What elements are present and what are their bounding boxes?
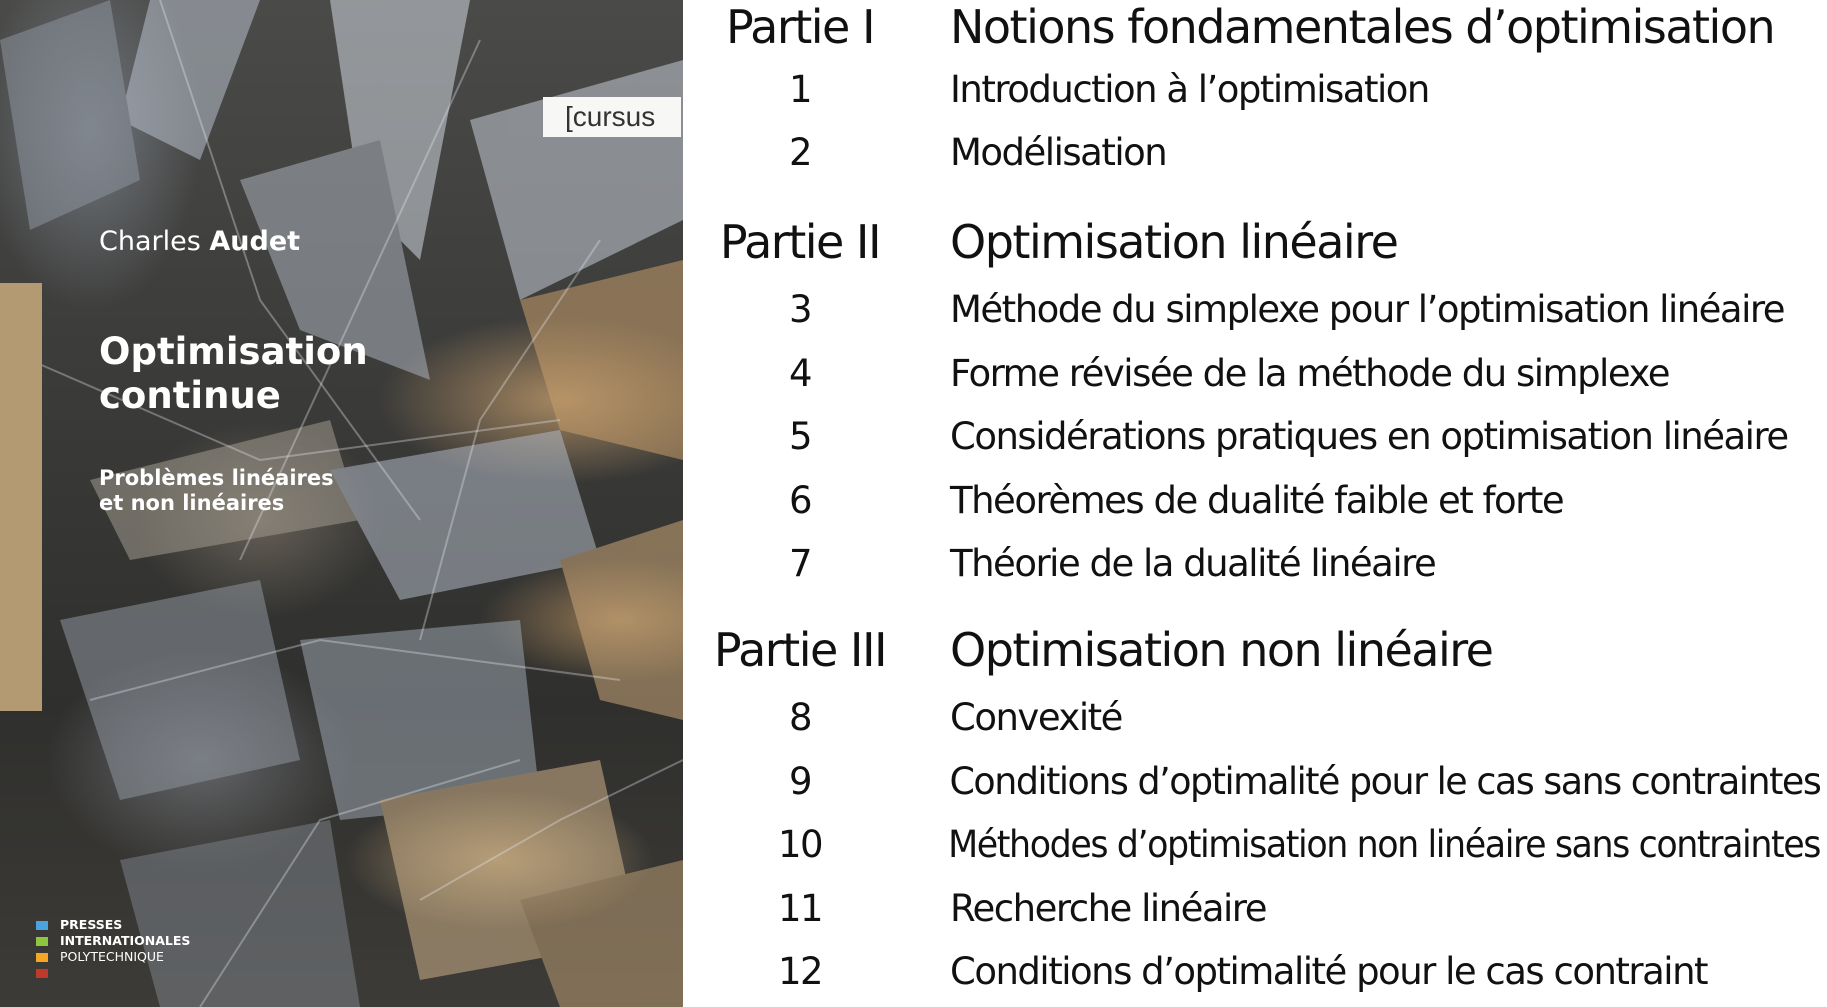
toc-chapter-title: Considérations pratiques en optimisation linéaire [950,415,1788,458]
toc-chapter-number: 5 [788,415,812,458]
toc-chapter [683,131,1827,174]
author-first-name: Charles [99,226,201,257]
toc-part-heading [683,0,1827,54]
publisher-logo-square [36,953,48,962]
toc-chapter-title: Théorie de la dualité linéaire [950,542,1436,585]
toc-chapter [683,823,1827,866]
toc-chapter-title: Convexité [950,696,1122,739]
toc-chapter-number: 7 [788,542,812,585]
toc-chapter [683,760,1827,803]
toc-chapter-number: 10 [777,823,823,866]
toc-chapter-title: Introduction à l’optimisation [950,68,1429,111]
toc-chapter-number: 3 [788,288,812,331]
toc-chapter [683,68,1827,111]
toc-part-title: Optimisation non linéaire [950,623,1493,677]
book-title [99,330,519,418]
toc-chapter [683,542,1827,585]
author-name [99,226,300,257]
publisher-logo-square [36,937,48,946]
toc-chapter-title: Recherche linéaire [950,887,1266,930]
publisher-logo [36,917,190,981]
book-title-line: Optimisation [99,330,368,373]
toc-chapter-title: Méthode du simplexe pour l’optimisation linéaire [950,288,1785,331]
table-of-contents [683,0,1827,1007]
toc-chapter-title: Théorèmes de dualité faible et forte [950,479,1564,522]
publisher-name-line: PRESSES [60,917,123,932]
book-title-line: continue [99,374,281,417]
series-label: [cursus [543,97,681,137]
publisher-logo-square [36,969,48,978]
toc-chapter [683,887,1827,930]
book-cover [0,0,683,1007]
publisher-name-line: INTERNATIONALES [60,933,191,948]
publisher-logo-square [36,921,48,930]
toc-part-title: Optimisation linéaire [950,215,1398,269]
toc-part-title: Notions fondamentales d’optimisation [950,0,1775,54]
toc-chapter-number: 4 [788,352,812,395]
toc-chapter [683,288,1827,331]
toc-part-number: Partie III [713,623,887,677]
toc-chapter-number: 9 [788,760,812,803]
toc-chapter [683,479,1827,522]
toc-chapter-number: 2 [788,131,812,174]
toc-part-heading [683,623,1827,677]
book-subtitle-line: Problèmes linéaires [99,466,334,490]
toc-chapter-title: Conditions d’optimalité pour le cas sans contraintes [949,760,1821,803]
toc-part-number: Partie II [719,215,881,269]
author-last-name: Audet [209,226,301,257]
toc-chapter [683,696,1827,739]
toc-chapter-number: 11 [777,887,823,930]
toc-chapter-title: Conditions d’optimalité pour le cas contraint [950,950,1708,993]
publisher-name-line: POLYTECHNIQUE [60,949,164,964]
toc-chapter-number: 8 [788,696,812,739]
book-subtitle-line: et non linéaires [99,491,285,515]
book-subtitle [99,466,519,516]
toc-chapter-title: Méthodes d’optimisation non linéaire sans contraintes [948,823,1821,866]
toc-chapter [683,352,1827,395]
toc-chapter-number: 1 [788,68,812,111]
toc-part-heading [683,215,1827,269]
toc-chapter [683,415,1827,458]
cover-accent-bar [0,283,42,711]
toc-chapter-number: 12 [777,950,823,993]
toc-part-number: Partie I [725,0,875,54]
toc-chapter-title: Modélisation [950,131,1167,174]
toc-chapter [683,950,1827,993]
toc-chapter-number: 6 [788,479,812,522]
toc-chapter-title: Forme révisée de la méthode du simplexe [950,352,1669,395]
